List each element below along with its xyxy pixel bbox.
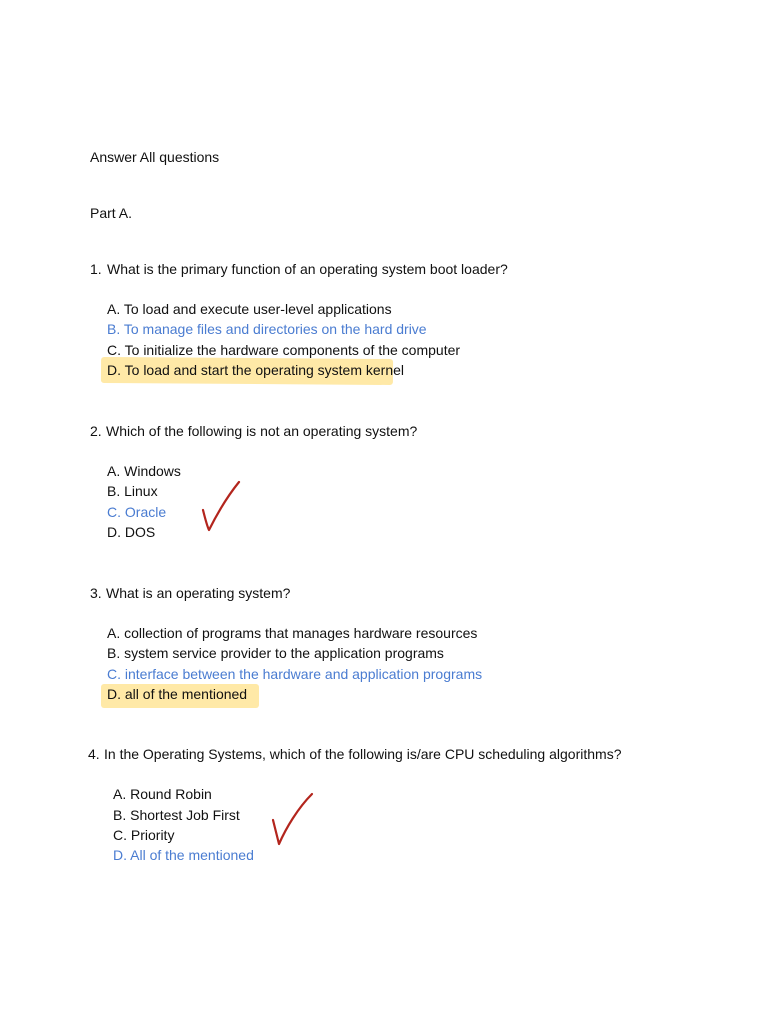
question-number: 4.	[88, 746, 100, 762]
option-a: A. Round Robin	[113, 786, 212, 802]
option-b: B. To manage files and directories on the hard drive	[107, 321, 427, 337]
question-number: 2.	[90, 423, 102, 439]
question-text: Which of the following is not an operating system?	[106, 423, 418, 439]
question-number: 3.	[90, 585, 102, 601]
option-b: B. Shortest Job First	[113, 807, 240, 823]
option-b: B. system service provider to the application programs	[107, 645, 444, 661]
option-c: C. Priority	[113, 827, 175, 843]
option-c: C. To initialize the hardware components of the computer	[107, 342, 461, 358]
part-heading: Part A.	[90, 205, 133, 221]
option-a: A. To load and execute user-level applications	[107, 301, 392, 317]
option-a: A. Windows	[107, 463, 181, 479]
option-c: C. interface between the hardware and application programs	[107, 666, 483, 682]
question-text: What is an operating system?	[106, 585, 291, 601]
checkmark-icon	[266, 788, 320, 850]
question-text: In the Operating Systems, which of the following is/are CPU scheduling algorithms?	[104, 746, 622, 762]
checkmark-icon	[196, 476, 246, 536]
option-b: B. Linux	[107, 483, 158, 499]
option-d: D. all of the mentioned	[107, 686, 248, 702]
question-number: 1.	[90, 261, 102, 277]
option-a: A. collection of programs that manages hardware resources	[107, 625, 478, 641]
option-d: D. All of the mentioned	[113, 847, 254, 863]
question-text: What is the primary function of an operating system boot loader?	[107, 261, 508, 277]
instructions-text: Answer All questions	[90, 149, 220, 165]
option-d: D. To load and start the operating system kernel	[107, 362, 405, 378]
option-c: C. Oracle	[107, 504, 167, 520]
option-d: D. DOS	[107, 524, 156, 540]
